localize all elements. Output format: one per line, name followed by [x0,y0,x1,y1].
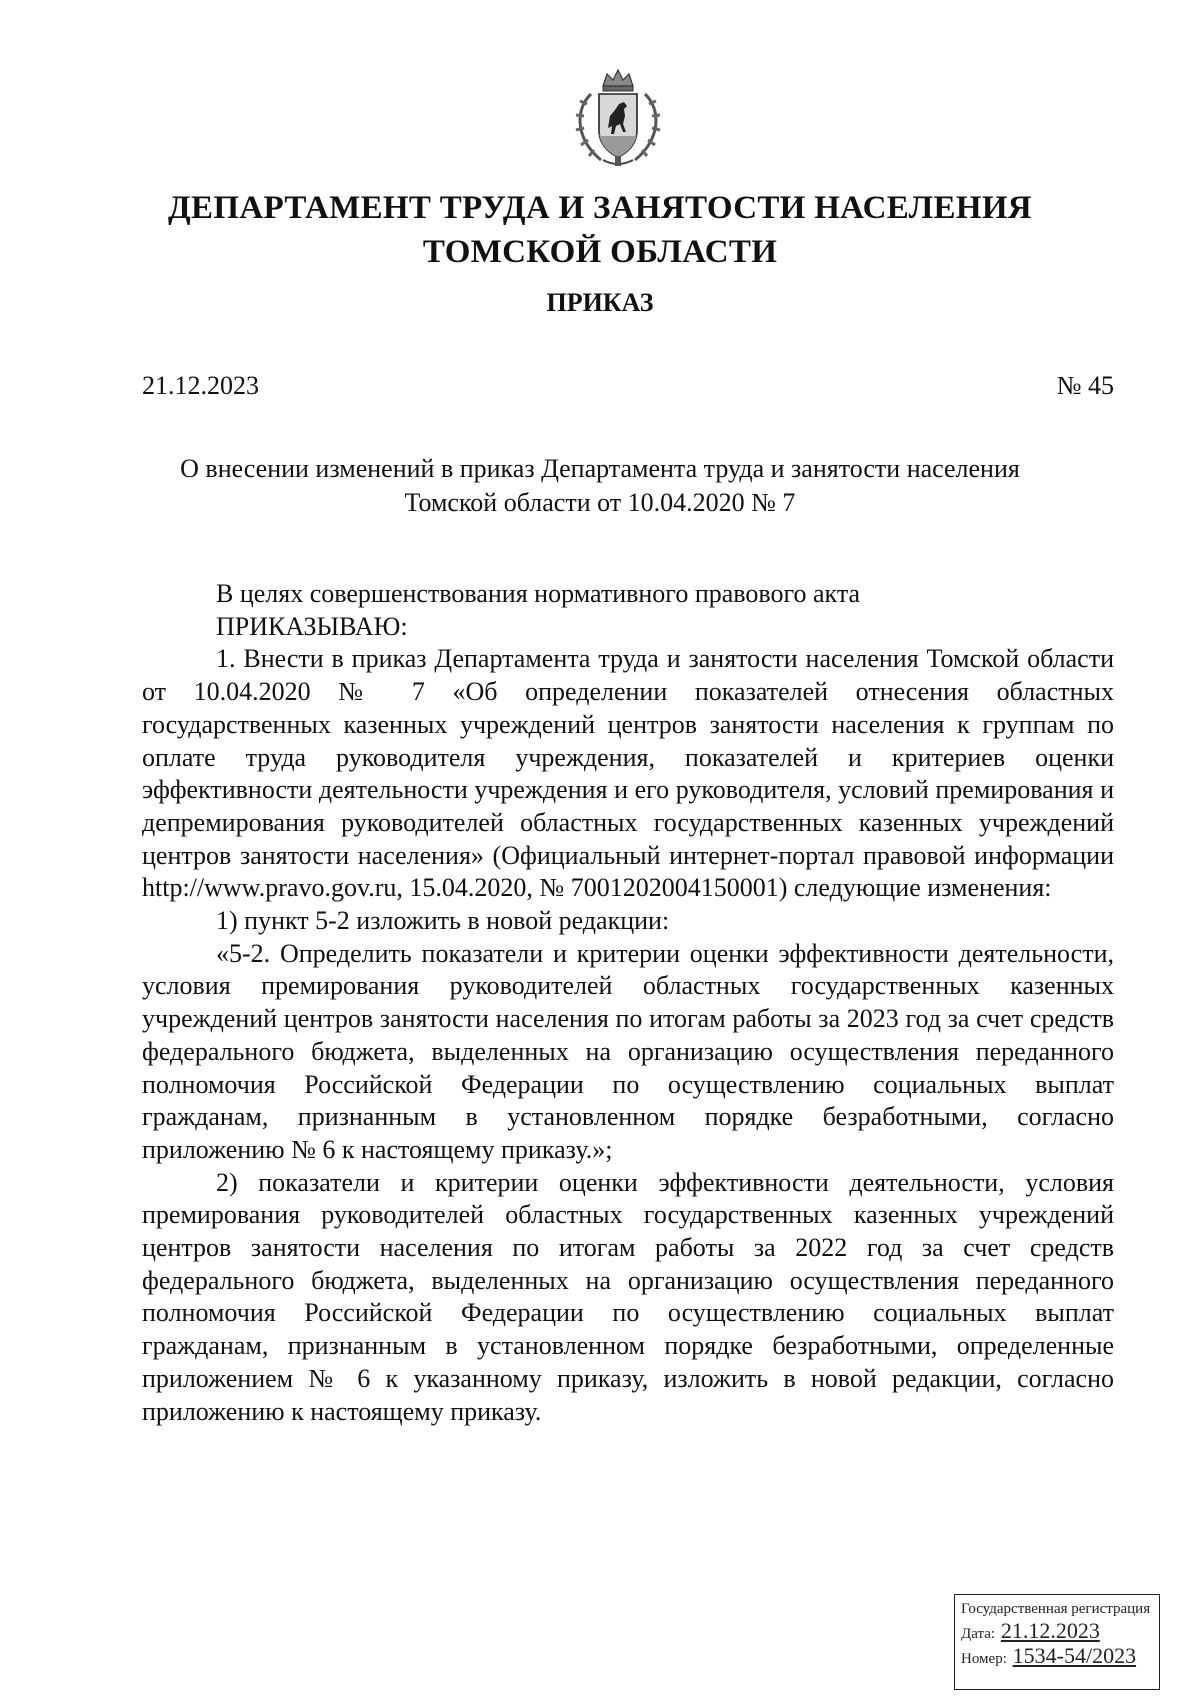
order-date: 21.12.2023 [142,371,259,400]
registration-date: 21.12.2023 [1000,1618,1100,1643]
subject-line2: Томской области от 10.04.2020 № 7 [404,488,796,517]
clause-1: 1. Внести в приказ Департамента труда и занятости населения Томской области от 10.04.2020 № 7 «Об определении показателей отнесения областных государственных казенных учреждений центров занятости населения к группам по оплате труда руководителя учреждения, показателей и критериев оценки эффективности деятельности учреждения и его руководителя, условий премирования и депремирования руководителей областных государственных казенных учреждений центров занятости населения» (Официальный интернет-портал правовой информации http://www.pravo.gov.ru, 15.04.2020, № 7001202004150001) следующие изменения: [142,644,1114,903]
order-directive: ПРИКАЗЫВАЮ: [216,611,408,641]
order-number: № 45 [1056,371,1114,400]
registration-stamp [954,1594,1160,1690]
registration-title: Государственная регистрация [961,1601,1151,1617]
order-body [142,578,1114,1428]
registration-date-label: Дата: [961,1626,996,1642]
department-title [0,186,1200,274]
department-title-line1: ДЕПАРТАМЕНТ ТРУДА И ЗАНЯТОСТИ НАСЕЛЕНИЯ [168,190,1032,226]
registration-number-label: Номер: [961,1651,1007,1667]
clause-1-item-1: 1) пункт 5-2 изложить в новой редакции: [216,906,670,936]
department-title-line2: ТОМСКОЙ ОБЛАСТИ [422,234,778,270]
order-subject [0,452,1200,520]
clause-1-item-2: 2) показатели и критерии оценки эффективности деятельности, условия премирования руководителей областных государственных казенных учреждений центров занятости населения по итогам работы за 2022 год за счет средств федерального бюджета, выделенных на организацию осуществления переданного полномочия Российской Федерации по осуществлению социальных выплат гражданам, признанным в установленном порядке безработными, определенные приложением № 6 к указанному приказу, изложить в новой редакции, согласно приложению к настоящему приказу. [142,1167,1114,1426]
purpose-paragraph: В целях совершенствования нормативного правового акта [216,579,861,608]
registration-number: 1534-54/2023 [1012,1643,1137,1668]
clause-1-item-1-text: «5-2. Определить показатели и критерии оценки эффективности деятельности, условия премирования руководителей областных государственных казенных учреждений центров занятости населения по итогам работы за 2023 год за счет средств федерального бюджета, выделенных на организацию осуществления переданного полномочия Российской Федерации по осуществлению социальных выплат гражданам, признанным в установленном порядке безработными, согласно приложению № 6 к настоящему приказу.»; [142,938,1114,1164]
subject-line1: О внесении изменений в приказ Департамента труда и занятости населения [180,454,1020,483]
coat-of-arms-icon [563,64,673,174]
document-type: ПРИКАЗ [546,288,654,317]
